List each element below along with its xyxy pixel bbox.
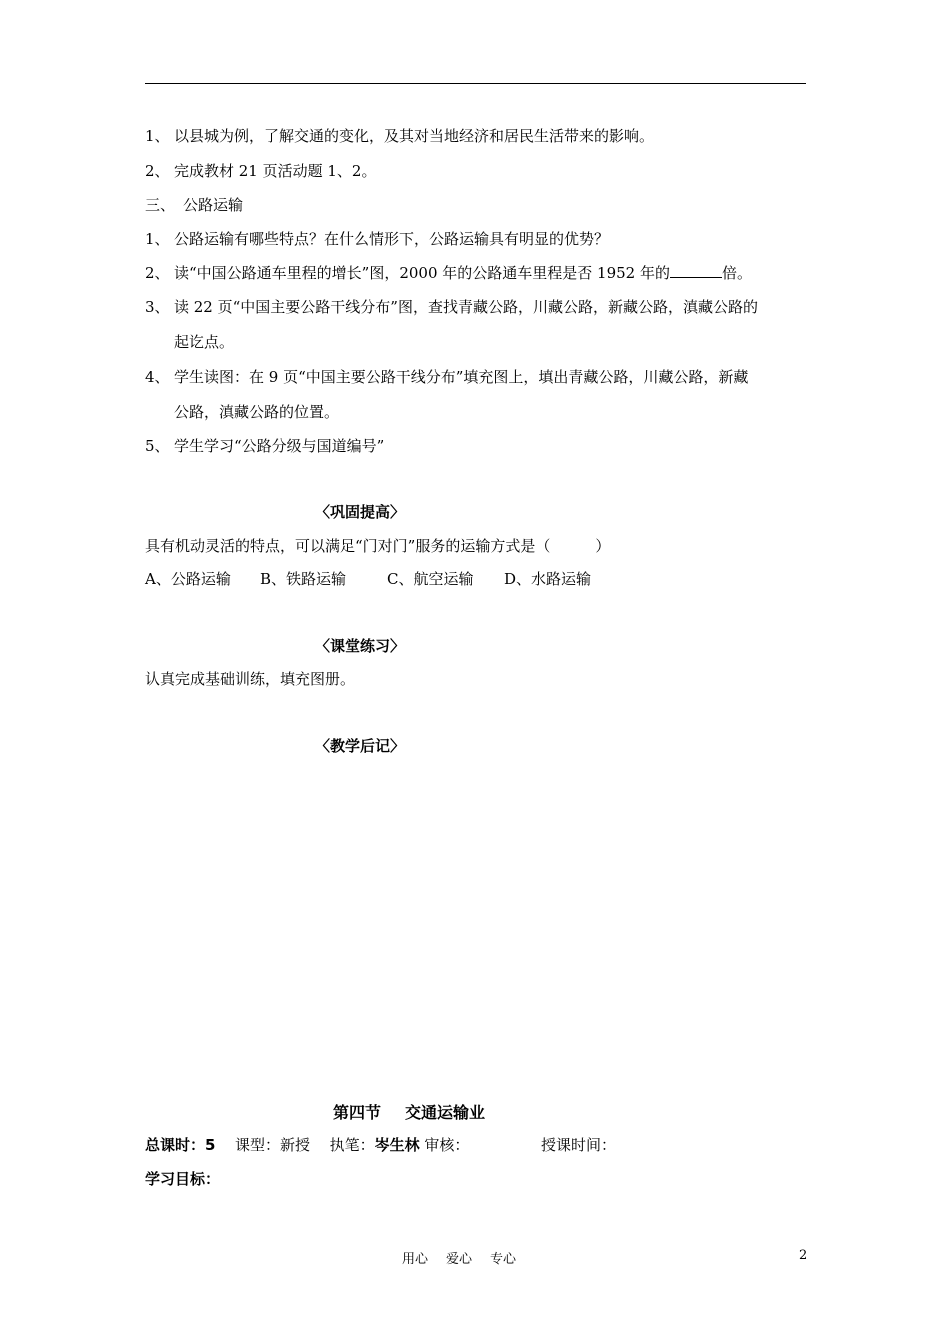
postscript-heading: 〈教学后记〉	[315, 737, 406, 755]
list-item-continuation: 起讫点。	[174, 333, 235, 351]
item-text: 完成教材 21 页活动题 1、2。	[174, 162, 377, 180]
item-number: 2、	[145, 264, 170, 282]
item-text: 读“中国公路通车里程的增长”图，2000 年的公路通车里程是否 1952 年的	[174, 264, 670, 282]
answer-blank	[670, 263, 722, 278]
item-text: 公路运输有哪些特点？在什么情形下，公路运输具有明显的优势？	[174, 230, 610, 248]
option-a: A、公路运输	[145, 570, 231, 588]
page-number: 2	[799, 1248, 808, 1263]
item-number: 5、	[145, 437, 170, 455]
footer-word: 用心	[402, 1252, 429, 1267]
hours-value: 5	[205, 1136, 216, 1154]
practice-heading: 〈课堂练习〉	[315, 637, 406, 655]
lesson-section-number: 第四节	[333, 1103, 382, 1122]
section-heading	[145, 195, 243, 215]
item-text: 学生读图：在 9 页“中国主要公路干线分布”填充图上，填出青藏公路，川藏公路，新藏	[174, 368, 749, 386]
option-c: C、航空运输	[387, 570, 474, 588]
consolidate-heading: 〈巩固提高〉	[315, 503, 406, 521]
review-label: 审核：	[424, 1136, 470, 1154]
author-value: 岑生林	[374, 1136, 420, 1154]
answer-options	[145, 569, 591, 589]
section-title: 公路运输	[183, 196, 244, 214]
list-item	[145, 126, 654, 146]
goals-label: 学习目标：	[145, 1170, 221, 1188]
footer-motto	[402, 1248, 534, 1267]
option-d: D、水路运输	[504, 570, 592, 588]
item-text: 以县城为例，了解交通的变化，及其对当地经济和居民生活带来的影响。	[174, 127, 655, 145]
author-label: 执笔：	[329, 1136, 375, 1154]
item-text: 学生学习“公路分级与国道编号”	[174, 437, 385, 455]
footer-word: 爱心	[446, 1252, 473, 1267]
item-number: 1、	[145, 127, 170, 145]
item-text: 倍。	[722, 264, 753, 282]
item-number: 3、	[145, 298, 170, 316]
list-item-continuation: 公路，滇藏公路的位置。	[174, 403, 340, 421]
list-item	[145, 161, 376, 181]
item-number: 4、	[145, 368, 170, 386]
list-item	[145, 229, 609, 249]
header-rule	[145, 83, 806, 84]
type-value: 新授	[280, 1136, 311, 1154]
item-number: 2、	[145, 162, 170, 180]
list-item	[145, 367, 748, 387]
section-number: 三、	[145, 196, 176, 214]
list-item	[145, 436, 384, 456]
footer-word: 专心	[490, 1252, 517, 1267]
practice-text: 认真完成基础训练，填充图册。	[145, 670, 356, 688]
option-b: B、铁路运输	[260, 570, 347, 588]
list-item	[145, 297, 758, 317]
hours-label: 总课时：	[145, 1136, 206, 1154]
item-text: 读 22 页“中国主要公路干线分布”图，查找青藏公路，川藏公路，新藏公路，滇藏公路的	[174, 298, 758, 316]
question-text: 具有机动灵活的特点，可以满足“门对门”服务的运输方式是（ ）	[145, 537, 611, 555]
list-item	[145, 263, 752, 283]
type-label: 课型：	[235, 1136, 281, 1154]
time-label: 授课时间：	[541, 1136, 617, 1154]
item-number: 1、	[145, 230, 170, 248]
lesson-title	[333, 1100, 485, 1123]
lesson-section-title: 交通运输业	[405, 1103, 486, 1122]
lesson-meta	[145, 1134, 616, 1155]
